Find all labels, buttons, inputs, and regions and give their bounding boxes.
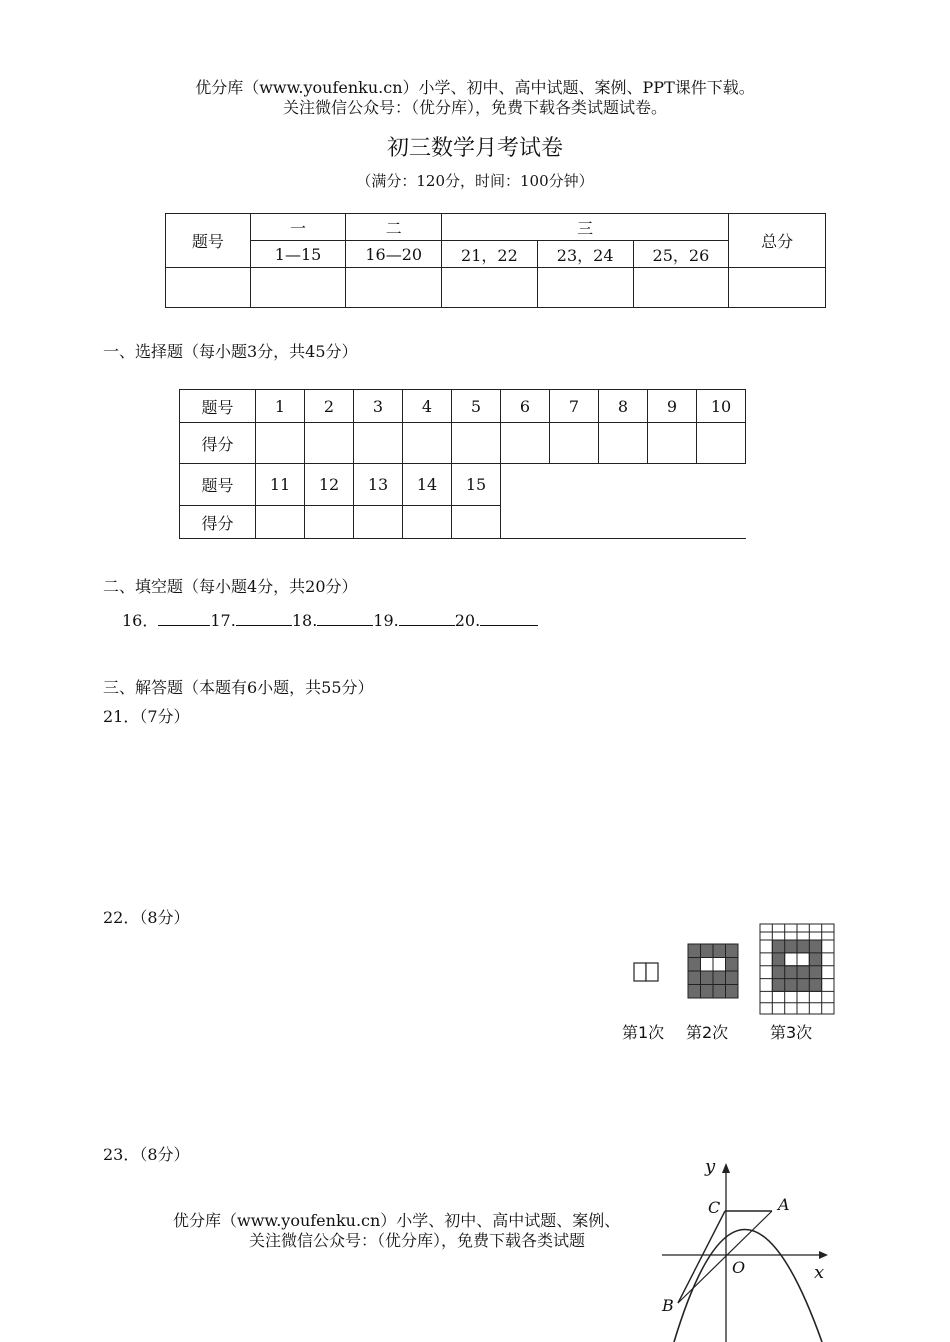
blank-label: 17. (210, 611, 236, 630)
point-label-c: C (708, 1198, 721, 1217)
question-22: 22．（8分） (103, 908, 190, 927)
score-table-label: 题号 (166, 214, 251, 268)
score-table-range: 23，24 (537, 241, 633, 268)
question-number: 13 (354, 464, 403, 506)
score-table-range: 21，22 (442, 241, 538, 268)
stage-2-figure (688, 944, 738, 998)
footer-line-1: 优分库（www.youfenku.cn）小学、初中、高中试题、案例、 (173, 1211, 621, 1230)
axis-label-x: x (814, 1262, 825, 1283)
score-cell[interactable] (166, 268, 251, 308)
blank-label: 18. (291, 611, 318, 630)
point-label-o: O (732, 1258, 746, 1277)
score-cell[interactable] (250, 268, 346, 308)
section-1-heading: 一、选择题（每小题3分，共45分） (103, 342, 358, 361)
blank-20[interactable] (480, 611, 538, 626)
question-number: 6 (501, 390, 550, 423)
score-table-total: 总分 (729, 214, 826, 268)
question-number: 12 (305, 464, 354, 506)
blank-label: 20. (454, 611, 481, 630)
row-label-score: 得分 (180, 423, 256, 464)
score-table-range: 25，26 (633, 241, 729, 268)
point-label-a: A (778, 1195, 790, 1214)
score-table-group-1: 一 (250, 214, 346, 241)
answer-cell[interactable] (599, 423, 648, 464)
question-number: 4 (403, 390, 452, 423)
point-label-b: B (662, 1296, 674, 1315)
answer-cell[interactable] (354, 506, 403, 539)
stage-3-figure (760, 924, 834, 1014)
question-number: 8 (599, 390, 648, 423)
segment-ba (678, 1211, 772, 1303)
row-label-no: 题号 (180, 390, 256, 423)
question-number: 5 (452, 390, 501, 423)
figure-22-label-2: 第2次 (686, 1023, 729, 1042)
blank-17[interactable] (236, 611, 292, 626)
answer-cell[interactable] (403, 506, 452, 539)
figure-22-label-3: 第3次 (770, 1023, 813, 1042)
answer-cell[interactable] (256, 506, 305, 539)
question-21: 21．（7分） (103, 707, 190, 726)
question-23: 23．（8分） (103, 1145, 190, 1164)
question-number: 3 (354, 390, 403, 423)
score-cell[interactable] (346, 268, 442, 308)
section-3-heading: 三、解答题（本题有6小题，共55分） (103, 678, 374, 697)
answer-cell[interactable] (452, 423, 501, 464)
row-label-score: 得分 (180, 506, 256, 539)
blank-18[interactable] (317, 611, 373, 626)
section-2-heading: 二、填空题（每小题4分，共20分） (103, 577, 358, 596)
score-table-group-3: 三 (442, 214, 729, 241)
question-number: 14 (403, 464, 452, 506)
score-table-group-2: 二 (346, 214, 442, 241)
question-number: 15 (452, 464, 501, 506)
score-cell[interactable] (537, 268, 633, 308)
segment-bc (678, 1211, 725, 1303)
score-cell[interactable] (442, 268, 538, 308)
blank-label: 19. (373, 611, 399, 630)
score-cell[interactable] (729, 268, 826, 308)
axis-label-y: y (705, 1156, 716, 1177)
figure-23-parabola-graph (650, 1155, 850, 1342)
header-line-2: 关注微信公众号：（优分库），免费下载各类试题试卷。 (282, 98, 667, 117)
blank-19[interactable] (399, 611, 455, 626)
question-number: 2 (305, 390, 354, 423)
footer-line-2: 关注微信公众号：（优分库），免费下载各类试题 (249, 1231, 586, 1250)
answer-cell[interactable] (403, 423, 452, 464)
answer-cell[interactable] (354, 423, 403, 464)
answer-cell[interactable] (501, 423, 550, 464)
x-axis-arrow (819, 1251, 828, 1259)
header-line-1: 优分库（www.youfenku.cn）小学、初中、高中试题、案例、PPT课件下载。 (195, 78, 755, 97)
score-table-range: 1—15 (250, 241, 346, 268)
question-number: 10 (697, 390, 746, 423)
score-cell[interactable] (633, 268, 729, 308)
blank-16[interactable] (158, 611, 210, 626)
fill-blank-row (122, 608, 538, 631)
question-number: 9 (648, 390, 697, 423)
answer-cell[interactable] (305, 423, 354, 464)
page-title: 初三数学月考试卷 (386, 136, 563, 161)
answer-cell[interactable] (697, 423, 746, 464)
score-summary-table (165, 213, 826, 308)
answer-cell[interactable] (648, 423, 697, 464)
y-axis-arrow (722, 1163, 730, 1173)
empty-area (501, 464, 746, 539)
blank-label: 16． (122, 611, 159, 630)
answer-cell[interactable] (550, 423, 599, 464)
row-label-no: 题号 (180, 464, 256, 506)
answer-cell[interactable] (305, 506, 354, 539)
page-subtitle: （满分：120分，时间：100分钟） (356, 172, 594, 190)
question-number: 1 (256, 390, 305, 423)
figure-22-label-1: 第1次 (622, 1023, 665, 1042)
answer-cell[interactable] (256, 423, 305, 464)
question-number: 11 (256, 464, 305, 506)
stage-1-figure (634, 963, 658, 981)
question-number: 7 (550, 390, 599, 423)
score-table-range: 16—20 (346, 241, 442, 268)
choice-answer-table (179, 389, 746, 539)
answer-cell[interactable] (452, 506, 501, 539)
